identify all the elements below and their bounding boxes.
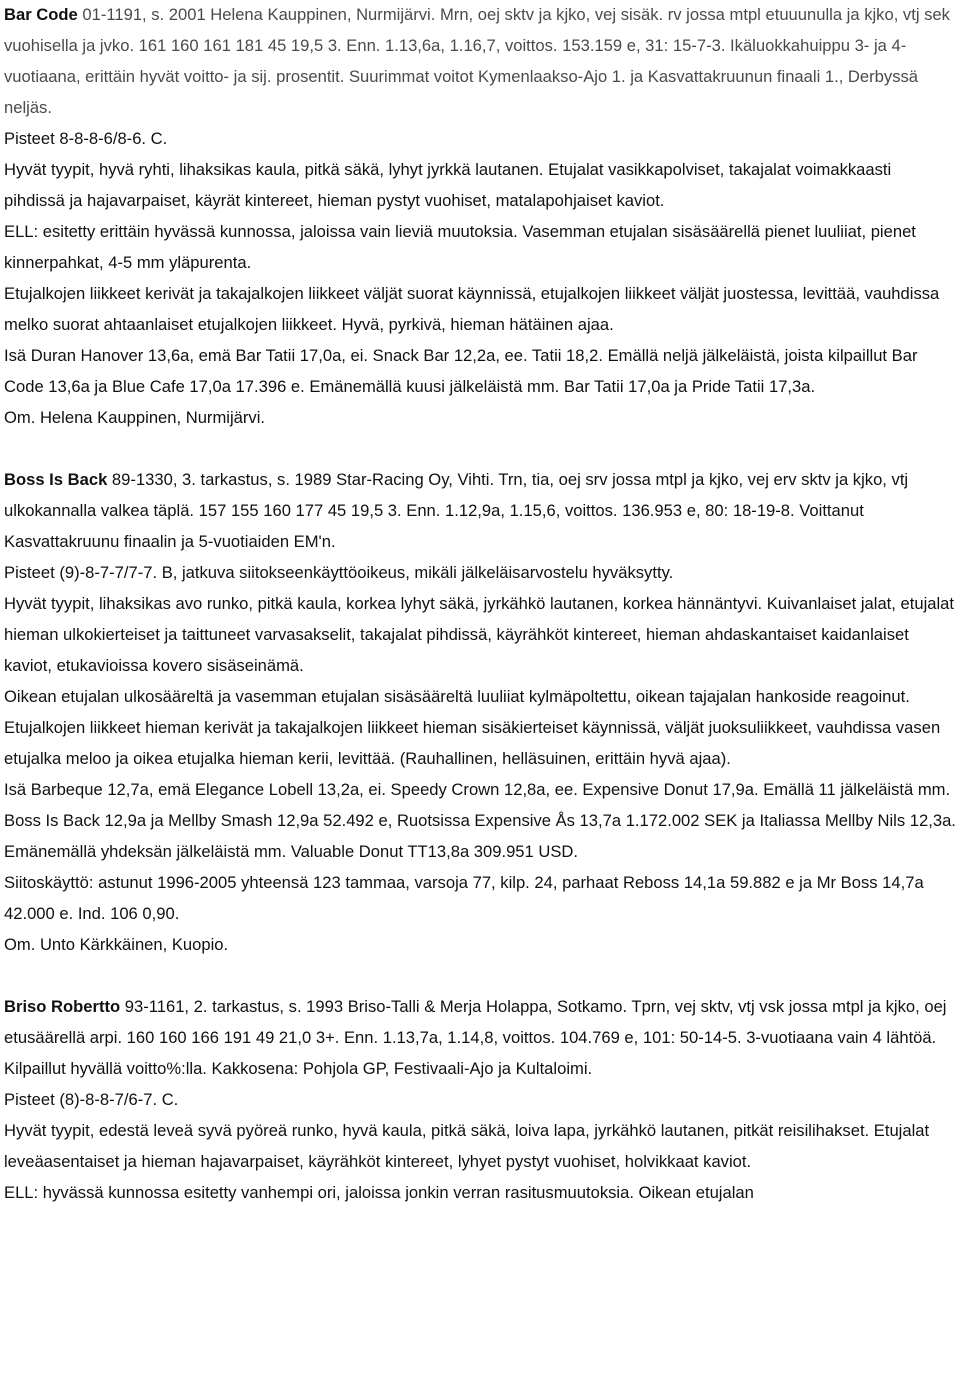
scores: Pisteet 8-8-8-6/8-6. C.	[4, 129, 168, 148]
entry-briso-robertto	[4, 991, 956, 1208]
entry-lead-text: 01-1191, s. 2001 Helena Kauppinen, Nurmijärvi. Mrn, oej sktv ja kjko, vej sisäk. rv jossa mtpl etuuunulla ja kjko, vtj sek vuohisella ja jvko. 161 160 161 181 45 19,5 3. Enn. 1.13,6a, 1.16,7, voittos. 153.159 e, 31: 15-7-3. Ikäluokkahuippu 3- ja 4-vuotiaana, erittäin hyvät voitto- ja sij. prosentit. Suurimmat voitot Kymenlaakso-Ajo 1. ja Kasvattakruunun finaali 1., Derbyssä neljäs.	[4, 5, 950, 117]
scores: Pisteet (8)-8-8-7/6-7. C.	[4, 1090, 179, 1109]
owner: Om. Unto Kärkkäinen, Kuopio.	[4, 935, 229, 954]
entry-lead-text: 89-1330, 3. tarkastus, s. 1989 Star-Racing Oy, Vihti. Trn, tia, oej srv jossa mtpl ja kjko, vej erv sktv ja kjko, vtj ulkokannalla valkea täplä. 157 155 160 177 45 19,5 3. Enn. 1.12,9a, 1.15,6, voittos. 136.953 e, 80: 18-19-8. Voittanut Kasvattakruunu finaalin ja 5-vuotiaiden EM'n.	[4, 470, 909, 551]
pedigree: Isä Barbeque 12,7a, emä Elegance Lobell 13,2a, ei. Speedy Crown 12,8a, ee. Expensive Donut 17,9a. Emällä 11 jälkeläistä mm. Boss Is Back 12,9a ja Mellby Smash 12,9a 52.492 e, Ruotsissa Expensive Ås 13,7a 1.172.002 SEK ja Italiassa Mellby Nils 12,3a. Emänemällä yhdeksän jälkeläistä mm. Valuable Donut TT13,8a 309.951 USD.	[4, 780, 956, 861]
horse-name: Briso Robertto	[4, 997, 121, 1016]
entry-header	[4, 991, 956, 1084]
entry-lead-text: 93-1161, 2. tarkastus, s. 1993 Briso-Talli & Merja Holappa, Sotkamo. Tprn, vej sktv, vtj vsk jossa mtpl ja kjko, oej etusäärellä arpi. 160 160 166 191 49 21,0 3+. Enn. 1.13,7a, 1.14,8, voittos. 104.769 e, 101: 50-14-5. 3-vuotiaana vain 4 lähtöä. Kilpaillut hyvällä voitto%:lla. Kakkosena: Pohjola GP, Festivaali-Ajo ja Kultaloimi.	[4, 997, 947, 1078]
horse-name: Bar Code	[4, 5, 78, 24]
horse-name: Boss Is Back	[4, 470, 108, 489]
breeding-use: Siitoskäyttö: astunut 1996-2005 yhteensä 123 tammaa, varsoja 77, kilp. 24, parhaat Reboss 14,1a 59.882 e ja Mr Boss 14,7a 42.000 e. Ind. 106 0,90.	[4, 873, 924, 923]
entry-header	[4, 464, 956, 557]
vet-notes: Oikean etujalan ulkosääreltä ja vasemman etujalan sisäsääreltä luuliiat kylmäpoltettu, oikean tajajalan hankoside reagoinut.	[4, 687, 910, 706]
movement: Etujalkojen liikkeet kerivät ja takajalkojen liikkeet väljät suorat käynnissä, etujalkojen liikkeet väljät juostessa, levittää, vauhdissa melko suorat ahtaanlaiset etujalkojen liikkeet. Hyvä, pyrkivä, hieman hätäinen ajaa.	[4, 284, 940, 334]
owner: Om. Helena Kauppinen, Nurmijärvi.	[4, 408, 266, 427]
entry-bar-code	[4, 0, 956, 433]
entry-header	[4, 0, 956, 123]
conformation: Hyvät tyypit, hyvä ryhti, lihaksikas kaula, pitkä säkä, lyhyt jyrkkä lautanen. Etujalat vasikkapolviset, takajalat voimakkaasti pihdissä ja hajavarpaiset, käyrät kintereet, hieman pystyt vuohiset, matalapohjaiset kaviot.	[4, 160, 892, 210]
vet-notes: ELL: esitetty erittäin hyvässä kunnossa, jaloissa vain lieviä muutoksia. Vasemman etujalan sisäsäärellä pienet luuliiat, pienet kinnerpahkat, 4-5 mm yläpurenta.	[4, 222, 916, 272]
movement: Etujalkojen liikkeet hieman kerivät ja takajalkojen liikkeet hieman sisäkierteiset käynnissä, väljät juoksuliikkeet, vauhdissa vasen etujalka meloo ja oikea etujalka hieman kerii, levittää. (Rauhallinen, helläsuinen, erittäin hyvä ajaa).	[4, 718, 941, 768]
scores: Pisteet (9)-8-7-7/7-7. B, jatkuva siitokseenkäyttöoikeus, mikäli jälkeläisarvostelu hyväksytty.	[4, 563, 674, 582]
vet-notes: ELL: hyvässä kunnossa esitetty vanhempi ori, jaloissa jonkin verran rasitusmuutoksia. Oikean etujalan	[4, 1183, 754, 1202]
conformation: Hyvät tyypit, edestä leveä syvä pyöreä runko, hyvä kaula, pitkä säkä, loiva lapa, jyrkähkö lautanen, pitkät reisilihakset. Etujalat leveäasentaiset ja hieman hajavarpaiset, käyrähköt kintereet, lyhyet pystyt vuohiset, holvikkaat kaviot.	[4, 1121, 930, 1171]
entry-boss-is-back	[4, 464, 956, 960]
conformation: Hyvät tyypit, lihaksikas avo runko, pitkä kaula, korkea lyhyt säkä, jyrkähkö lautanen, korkea hännäntyvi. Kuivanlaiset jalat, etujalat hieman ulkokierteiset ja taittuneet varvasakselit, takajalat pihdissä, käyrähköt kintereet, hieman ahdaskantaiset kaidanlaiset kaviot, etukavioissa kovero sisäseinämä.	[4, 594, 955, 675]
pedigree: Isä Duran Hanover 13,6a, emä Bar Tatii 17,0a, ei. Snack Bar 12,2a, ee. Tatii 18,2. Emällä neljä jälkeläistä, joista kilpaillut Bar Code 13,6a ja Blue Cafe 17,0a 17.396 e. Emänemällä kuusi jälkeläistä mm. Bar Tatii 17,0a ja Pride Tatii 17,3a.	[4, 346, 918, 396]
